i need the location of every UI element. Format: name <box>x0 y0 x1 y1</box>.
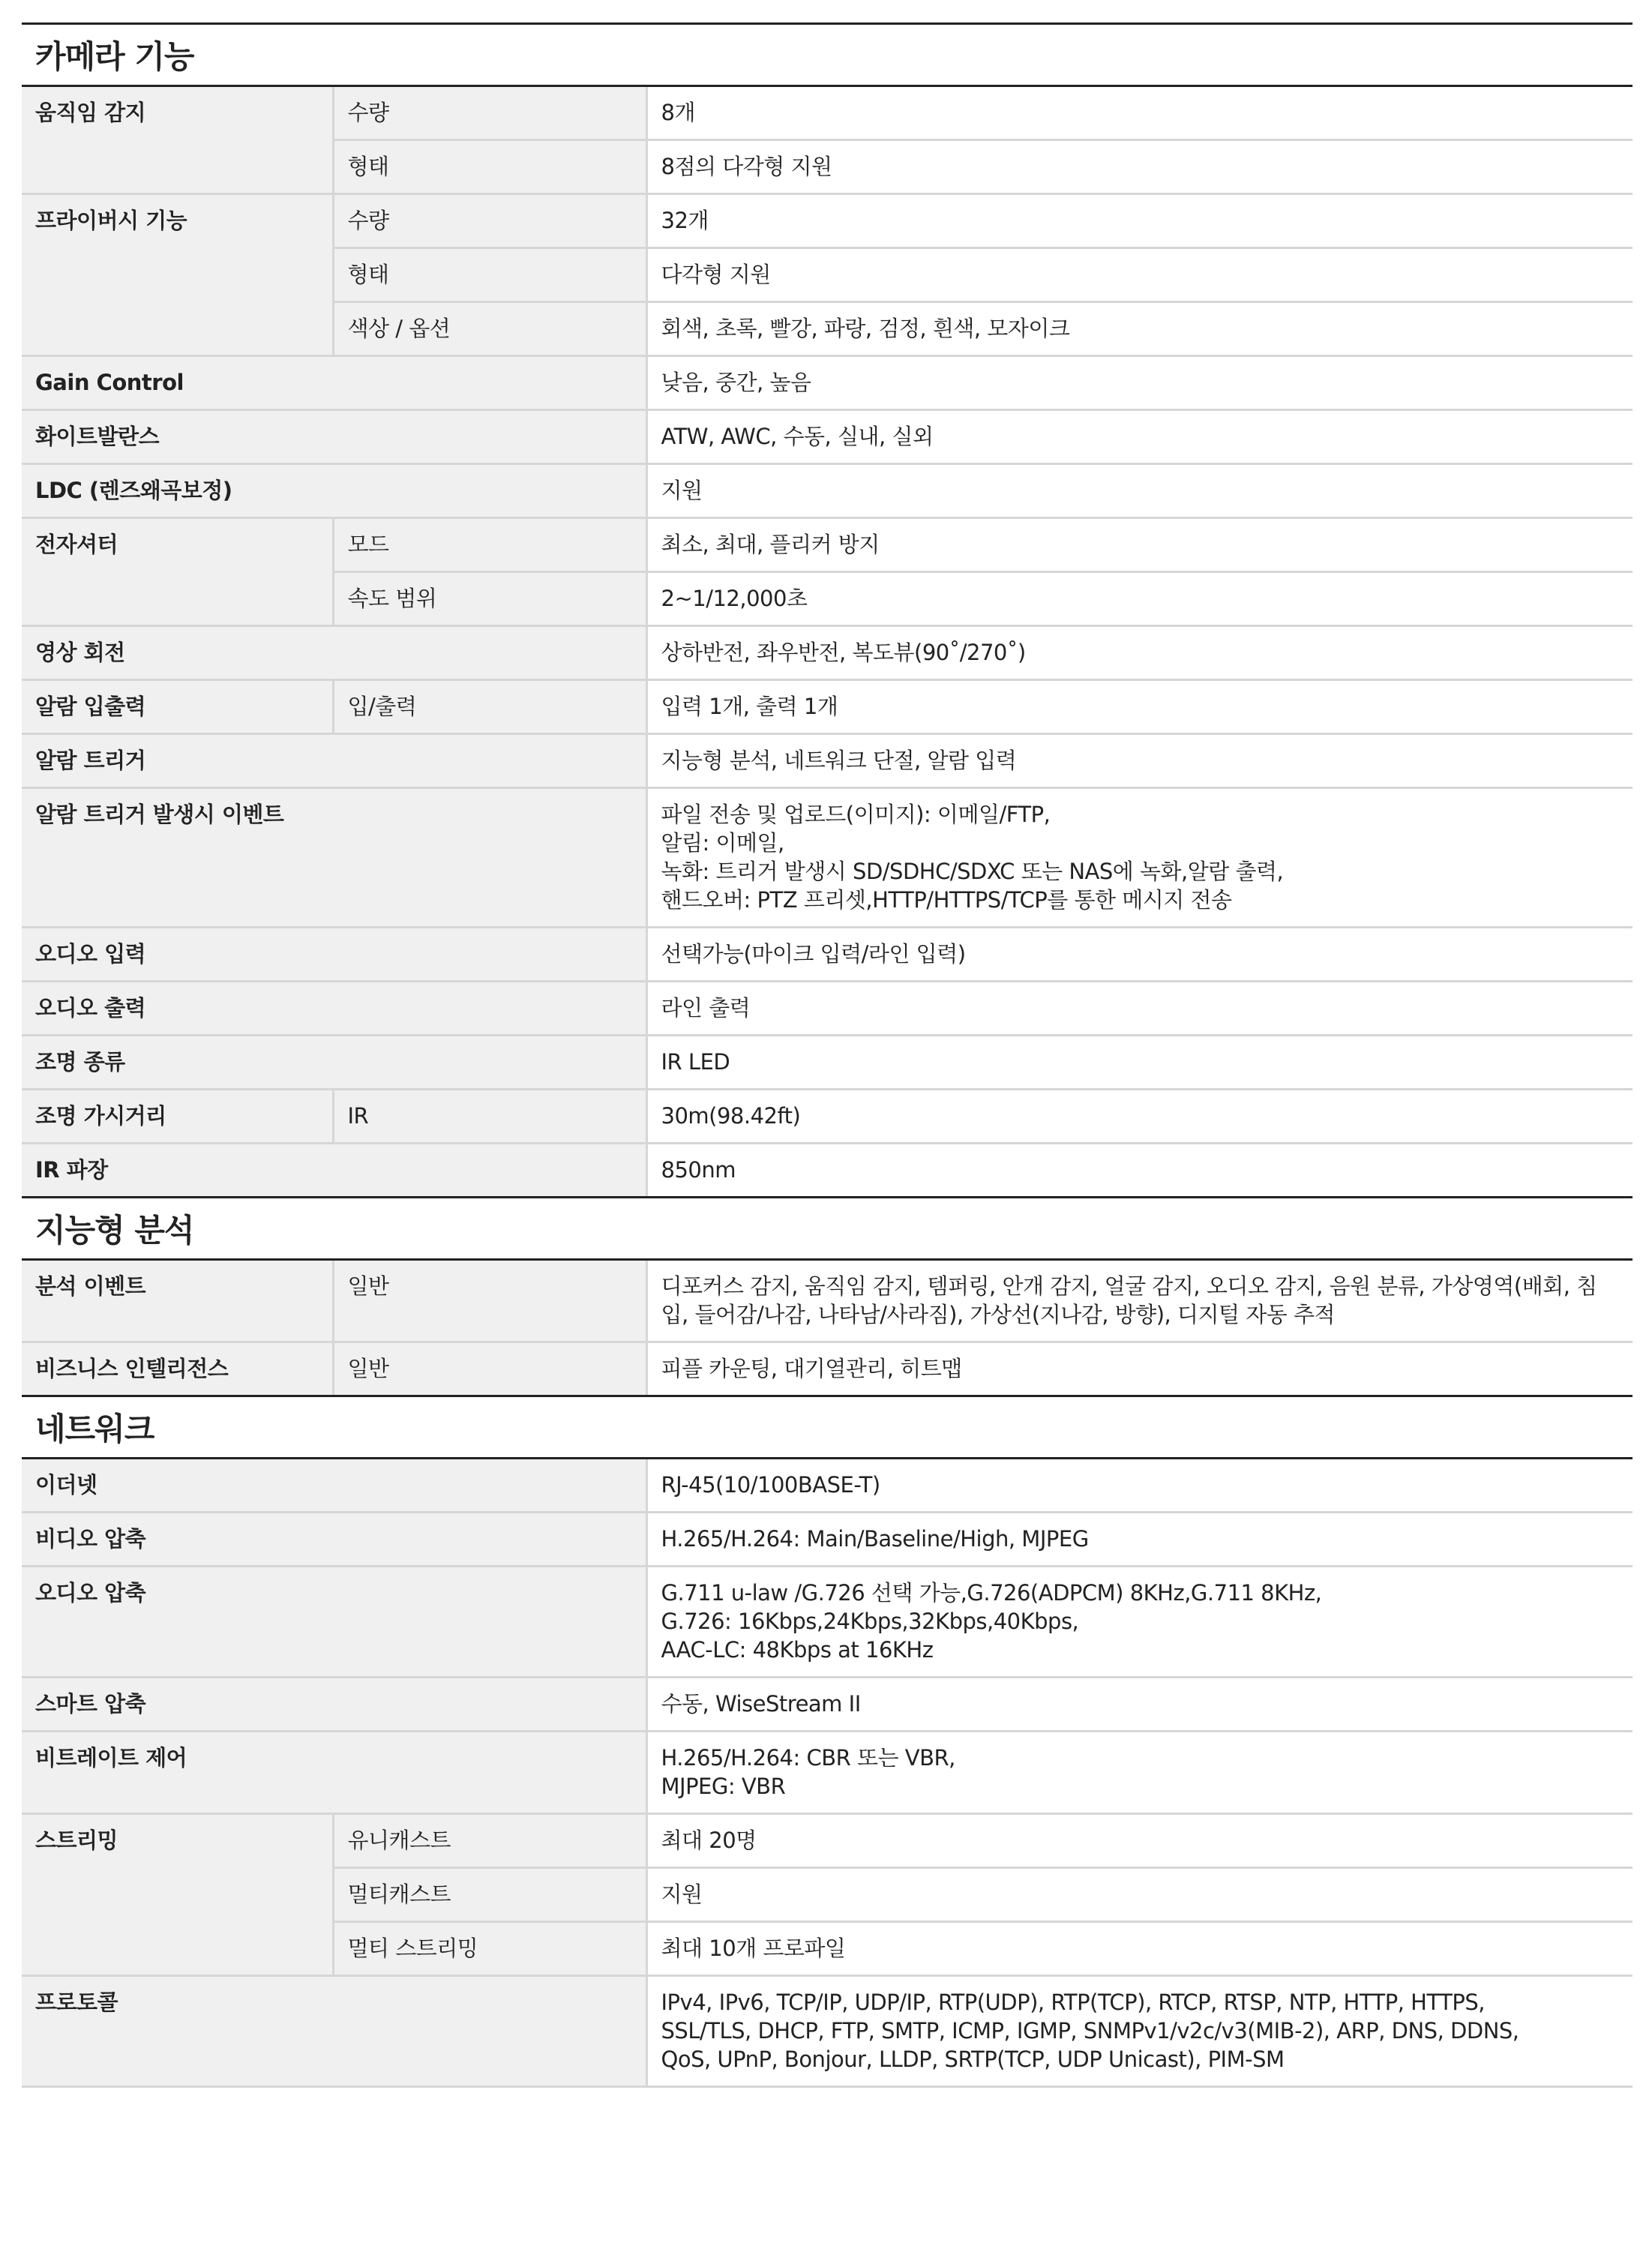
spec-value-line: 수동, WiseStream II <box>661 1691 861 1717</box>
spec-value <box>646 626 1633 680</box>
spec-row <box>22 626 1633 680</box>
spec-value-line: 30m(98.42ft) <box>661 1103 801 1129</box>
spec-value-line: G.711 u-law /G.726 선택 가능,G.726(ADPCM) 8KHz,G.711 8KHz, <box>661 1580 1322 1606</box>
spec-subcategory: 일반 <box>333 1342 646 1396</box>
spec-value-line: 최소, 최대, 플리커 방지 <box>661 532 880 557</box>
spec-category: 오디오 압축 <box>22 1567 646 1678</box>
spec-value <box>646 410 1633 464</box>
spec-row <box>22 1678 1633 1732</box>
spec-value-line: SSL/TLS, DHCP, FTP, SMTP, ICMP, IGMP, SNMPv1/v2c/v3(MIB-2), ARP, DNS, DDNS, <box>661 2018 1519 2044</box>
spec-value-line: G.726: 16Kbps,24Kbps,32Kbps,40Kbps, <box>661 1609 1079 1634</box>
spec-subcategory: 멀티 스트리밍 <box>333 1922 646 1976</box>
section-title: 카메라 기능 <box>22 22 1633 87</box>
spec-category: 알람 트리거 <box>22 734 646 788</box>
spec-subcategory: 수량 <box>333 87 646 140</box>
spec-row <box>22 1814 1633 1868</box>
spec-value-line: 디포커스 감지, 움직임 감지, 템퍼링, 안개 감지, 얼굴 감지, 오디오 감지, 음원 분류, 가상영역(배회, 침 <box>661 1273 1597 1299</box>
spec-value-line: 핸드오버: PTZ 프리셋,HTTP/HTTPS/TCP를 통한 메시지 전송 <box>661 887 1232 913</box>
spec-value <box>646 248 1633 302</box>
spec-value-line: 녹화: 트리거 발생시 SD/SDHC/SDXC 또는 NAS에 녹화,알람 출력, <box>661 859 1284 884</box>
spec-value-line: 파일 전송 및 업로드(이미지): 이메일/FTP, <box>661 802 1051 827</box>
spec-row <box>22 1459 1633 1513</box>
spec-value <box>646 1342 1633 1396</box>
spec-subcategory: 입/출력 <box>333 680 646 734</box>
spec-value <box>646 1732 1633 1814</box>
spec-value-line: 8개 <box>661 100 695 125</box>
spec-subcategory: IR <box>333 1090 646 1144</box>
spec-value <box>646 1090 1633 1144</box>
spec-subcategory: 색상 / 옵션 <box>333 302 646 356</box>
spec-row <box>22 1513 1633 1567</box>
spec-value-line: 라인 출력 <box>661 995 751 1021</box>
spec-value-line: 다각형 지원 <box>661 262 771 287</box>
spec-value-line: 선택가능(마이크 입력/라인 입력) <box>661 941 966 967</box>
spec-row <box>22 356 1633 410</box>
spec-value <box>646 1513 1633 1567</box>
spec-value <box>646 1459 1633 1513</box>
spec-value <box>646 194 1633 248</box>
spec-value-line: 상하반전, 좌우반전, 복도뷰(90˚/270˚) <box>661 640 1026 665</box>
spec-category: 비트레이트 제어 <box>22 1732 646 1814</box>
spec-category: 이더넷 <box>22 1459 646 1513</box>
spec-value <box>646 680 1633 734</box>
spec-value <box>646 928 1633 982</box>
spec-category: 프로토콜 <box>22 1976 646 2086</box>
spec-subcategory: 모드 <box>333 518 646 572</box>
spec-value <box>646 302 1633 356</box>
spec-value-line: IR LED <box>661 1049 730 1075</box>
spec-value <box>646 1261 1633 1342</box>
spec-table <box>22 1459 1633 2086</box>
spec-value-line: 지원 <box>661 478 703 503</box>
spec-sheet <box>22 22 1633 2088</box>
spec-category: 분석 이벤트 <box>22 1261 333 1342</box>
spec-value-line: ATW, AWC, 수동, 실내, 실외 <box>661 424 934 449</box>
spec-row <box>22 1732 1633 1814</box>
spec-value <box>646 734 1633 788</box>
spec-category: 비디오 압축 <box>22 1513 646 1567</box>
spec-category: 오디오 입력 <box>22 928 646 982</box>
spec-subcategory: 형태 <box>333 248 646 302</box>
section-title: 지능형 분석 <box>22 1196 1633 1261</box>
spec-row <box>22 1567 1633 1678</box>
spec-value-line: IPv4, IPv6, TCP/IP, UDP/IP, RTP(UDP), RTP(TCP), RTCP, RTSP, NTP, HTTP, HTTPS, <box>661 1990 1486 2015</box>
spec-category: 스마트 압축 <box>22 1678 646 1732</box>
spec-value-line: 2~1/12,000초 <box>661 586 808 611</box>
section-title: 네트워크 <box>22 1395 1633 1459</box>
spec-value-line: 피플 카운팅, 대기열관리, 히트맵 <box>661 1356 962 1381</box>
spec-value-line: 최대 10개 프로파일 <box>661 1936 846 1961</box>
spec-value <box>646 140 1633 194</box>
spec-category: 알람 트리거 발생시 이벤트 <box>22 788 646 928</box>
spec-row <box>22 410 1633 464</box>
spec-value <box>646 356 1633 410</box>
spec-value <box>646 1567 1633 1678</box>
spec-value-line: 알림: 이메일, <box>661 830 784 856</box>
spec-value-line: AAC-LC: 48Kbps at 16KHz <box>661 1637 934 1663</box>
spec-category: 조명 가시거리 <box>22 1090 333 1144</box>
spec-category: 움직임 감지 <box>22 87 333 194</box>
spec-value-line: 최대 20명 <box>661 1828 757 1853</box>
spec-value <box>646 1144 1633 1197</box>
spec-category: Gain Control <box>22 356 646 410</box>
spec-row <box>22 464 1633 518</box>
spec-row <box>22 87 1633 140</box>
spec-row <box>22 1261 1633 1342</box>
spec-row <box>22 1090 1633 1144</box>
spec-row <box>22 518 1633 572</box>
spec-value <box>646 1814 1633 1868</box>
spec-value <box>646 1922 1633 1976</box>
spec-row <box>22 1976 1633 2086</box>
spec-value <box>646 1036 1633 1090</box>
spec-category: IR 파장 <box>22 1144 646 1197</box>
spec-row <box>22 734 1633 788</box>
spec-row <box>22 982 1633 1036</box>
spec-value <box>646 572 1633 626</box>
spec-value <box>646 1678 1633 1732</box>
spec-value-line: H.265/H.264: CBR 또는 VBR, <box>661 1745 955 1771</box>
spec-category: 비즈니스 인텔리전스 <box>22 1342 333 1396</box>
spec-subcategory: 수량 <box>333 194 646 248</box>
spec-value <box>646 1868 1633 1922</box>
spec-value-line: 지원 <box>661 1882 703 1907</box>
spec-row <box>22 928 1633 982</box>
spec-category: 스트리밍 <box>22 1814 333 1976</box>
spec-value-line: H.265/H.264: Main/Baseline/High, MJPEG <box>661 1526 1089 1552</box>
spec-value-line: 8점의 다각형 지원 <box>661 154 832 179</box>
spec-subcategory: 일반 <box>333 1261 646 1342</box>
spec-subcategory: 유니캐스트 <box>333 1814 646 1868</box>
spec-value-line: 850nm <box>661 1157 736 1183</box>
spec-subcategory: 형태 <box>333 140 646 194</box>
spec-category: 알람 입출력 <box>22 680 333 734</box>
spec-category: 프라이버시 기능 <box>22 194 333 356</box>
spec-value-line: 회색, 초록, 빨강, 파랑, 검정, 흰색, 모자이크 <box>661 316 1070 341</box>
spec-row <box>22 1036 1633 1090</box>
spec-table <box>22 1261 1633 1395</box>
spec-value <box>646 1976 1633 2086</box>
spec-value-line: MJPEG: VBR <box>661 1774 786 1799</box>
spec-subcategory: 속도 범위 <box>333 572 646 626</box>
spec-value-line: 입, 들어감/나감, 나타남/사라짐), 가상선(지나감, 방향), 디지털 자동 추적 <box>661 1302 1335 1327</box>
spec-value-line: 지능형 분석, 네트워크 단절, 알람 입력 <box>661 748 1017 773</box>
spec-row <box>22 194 1633 248</box>
spec-value <box>646 518 1633 572</box>
spec-value-line: 낮음, 중간, 높음 <box>661 370 811 395</box>
spec-value-line: QoS, UPnP, Bonjour, LLDP, SRTP(TCP, UDP Unicast), PIM-SM <box>661 2047 1285 2072</box>
spec-category: 화이트발란스 <box>22 410 646 464</box>
spec-value <box>646 788 1633 928</box>
spec-value <box>646 464 1633 518</box>
spec-value-line: 32개 <box>661 208 709 233</box>
bottom-rule <box>22 2086 1633 2088</box>
spec-row <box>22 1144 1633 1197</box>
spec-value <box>646 982 1633 1036</box>
spec-value-line: 입력 1개, 출력 1개 <box>661 694 838 719</box>
spec-category: LDC (렌즈왜곡보정) <box>22 464 646 518</box>
spec-category: 조명 종류 <box>22 1036 646 1090</box>
spec-subcategory: 멀티캐스트 <box>333 1868 646 1922</box>
spec-value-line: RJ-45(10/100BASE-T) <box>661 1472 880 1498</box>
spec-row <box>22 788 1633 928</box>
spec-value <box>646 87 1633 140</box>
spec-category: 오디오 출력 <box>22 982 646 1036</box>
spec-row <box>22 1342 1633 1396</box>
spec-table <box>22 87 1633 1196</box>
spec-row <box>22 680 1633 734</box>
spec-category: 영상 회전 <box>22 626 646 680</box>
spec-category: 전자셔터 <box>22 518 333 626</box>
